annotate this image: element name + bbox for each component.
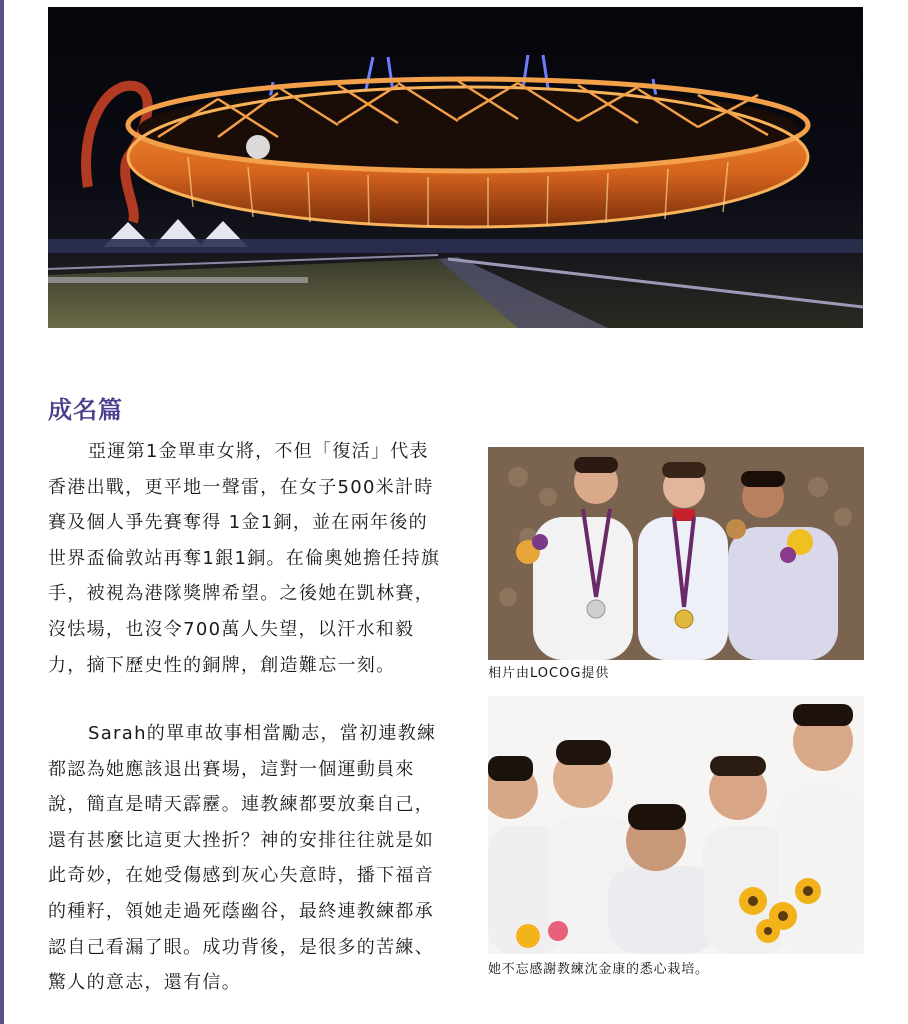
team-illustration	[488, 696, 864, 954]
paragraph-2-line: 還有甚麼比這更大挫折？神的安排往往就是如	[48, 829, 434, 851]
section-heading: 成名篇	[48, 396, 123, 424]
team-photo-caption: 她不忘感謝教練沈金康的悉心栽培。	[488, 962, 709, 977]
paragraph-2-line: 此奇妙，在她受傷感到灰心失意時，播下福音	[48, 865, 434, 887]
paragraph-2-line: 認自己看漏了眼。成功背後，是很多的苦練、	[48, 936, 434, 958]
stadium-illustration	[48, 7, 863, 328]
team-photo	[488, 696, 864, 954]
paragraph-1-line: 香港出戰，更平地一聲雷，在女子500米計時	[48, 476, 434, 498]
paragraph-2-line: 都認為她應該退出賽場，這對一個運動員來	[48, 758, 415, 780]
paragraph-2-line: 驚人的意志，還有信。	[48, 972, 241, 994]
paragraph-2	[48, 716, 468, 1001]
paragraph-1-line: 沒怯場，也沒令700萬人失望，以汗水和毅	[48, 618, 415, 640]
paragraph-1-line: 賽及個人爭先賽奪得 1金1銅，並在兩年後的	[48, 512, 428, 534]
paragraph-1-line: 亞運第1金單車女將，不但「復活」代表	[88, 441, 429, 462]
paragraph-2-line: Sarah的單車故事相當勵志，當初連教練	[88, 723, 437, 744]
paragraph-2-line: 說，簡直是晴天霹靂。連教練都要放棄自己，	[48, 794, 434, 816]
stadium-photo	[48, 7, 863, 328]
podium-illustration	[488, 447, 864, 660]
paragraph-1	[48, 434, 468, 683]
paragraph-1-line: 力，摘下歷史性的銅牌，創造難忘一刻。	[48, 654, 396, 676]
page-accent-rule	[0, 0, 4, 1024]
podium-photo-caption: 相片由LOCOG提供	[488, 666, 610, 681]
paragraph-2-line: 的種籽，領她走過死蔭幽谷，最終連教練都承	[48, 900, 434, 922]
paragraph-1-line: 手，被視為港隊獎牌希望。之後她在凱林賽，	[48, 583, 434, 605]
paragraph-1-line: 世界盃倫敦站再奪1銀1銅。在倫奧她擔任持旗	[48, 547, 441, 569]
podium-photo	[488, 447, 864, 660]
